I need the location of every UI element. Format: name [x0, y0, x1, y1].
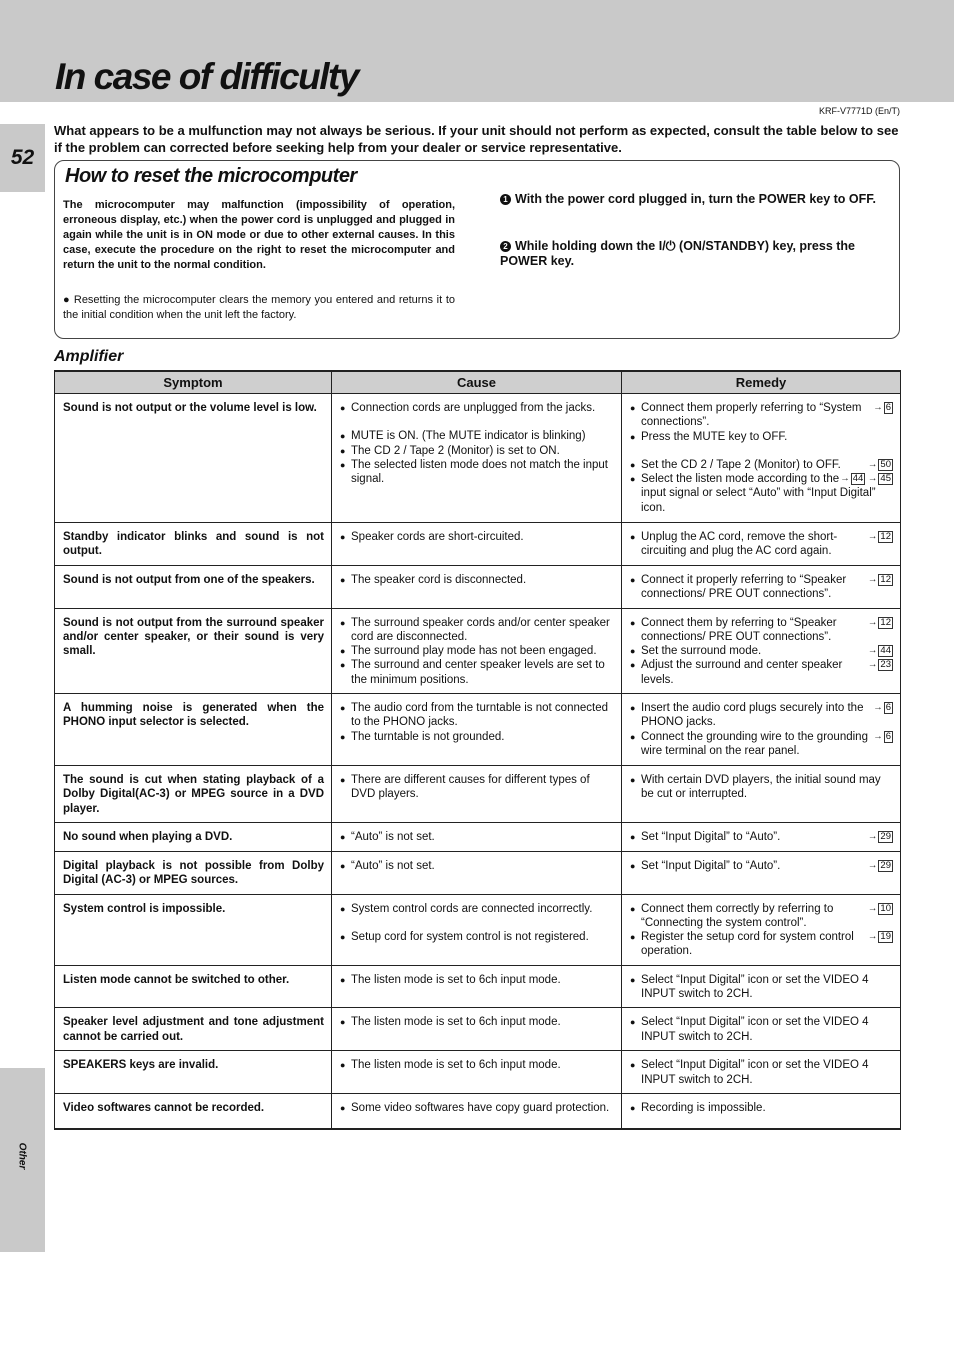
cause-item: [340, 429, 614, 443]
symptom-cell: Digital playback is not possible from Dolby Digital (AC-3) or MPEG sources.: [55, 851, 332, 894]
table-row: [55, 523, 901, 566]
page-reference: ● → 29: [867, 859, 891, 871]
table-row: [55, 1051, 901, 1094]
cause-cell: [332, 1008, 622, 1051]
item-text: Connect them by referring to “Speaker connections/ PRE OUT connections”.: [641, 616, 837, 643]
item-text: Select the listen mode according to the input signal or select “Auto” with “Input Digital” icon.: [641, 473, 876, 514]
cause-item: [340, 1058, 614, 1072]
item-text: The audio cord from the turntable is not connected to the PHONO jacks.: [351, 702, 608, 729]
cause-item: [340, 730, 614, 744]
page-reference: ● → 6: [873, 730, 891, 742]
remedy-item: [630, 616, 893, 645]
remedy-cell: [622, 766, 901, 823]
step-number-icon: 1: [500, 194, 511, 205]
item-text: Select “Input Digital” icon or set the VIDEO 4 INPUT switch to 2CH.: [641, 1059, 869, 1086]
bullet-icon: ●: [63, 294, 71, 306]
page-ref-number: 10: [880, 902, 891, 914]
page-ref-number: 44: [852, 473, 864, 485]
item-text: Press the MUTE key to OFF.: [641, 430, 788, 443]
remedy-cell: [622, 894, 901, 965]
page-reference: ● → 10: [867, 902, 891, 914]
item-text: Set “Input Digital” to “Auto”.: [641, 830, 781, 843]
cause-item: [340, 773, 614, 802]
item-text: Connect the grounding wire to the grounding wire terminal on the rear panel.: [641, 730, 868, 757]
page-reference: ● → 19: [867, 931, 891, 943]
column-header-symptom: Symptom: [55, 371, 332, 394]
cause-item: [340, 1015, 614, 1029]
page-reference: ● → 12: [867, 616, 891, 628]
remedy-item: [630, 472, 893, 515]
symptom-cell: Sound is not output or the volume level is low.: [55, 394, 332, 523]
remedy-item: [630, 930, 893, 959]
remedy-item: [630, 701, 893, 730]
page-reference: ● → 23: [867, 659, 891, 671]
item-text: Connect them correctly by referring to “Connecting the system control”.: [641, 902, 834, 929]
remedy-cell: [622, 523, 901, 566]
cause-cell: [332, 608, 622, 693]
table-row: [55, 394, 901, 523]
cause-cell: [332, 851, 622, 894]
cause-item: [340, 658, 614, 687]
reset-note: [63, 293, 455, 323]
item-text: “Auto” is not set.: [351, 830, 435, 843]
remedy-item: [630, 573, 893, 602]
cause-item: [340, 616, 614, 645]
symptom-cell: Sound is not output from one of the speakers.: [55, 566, 332, 609]
page-reference: ● → 12: [867, 531, 891, 542]
cause-cell: [332, 766, 622, 823]
page-ref-number: 23: [880, 659, 891, 671]
item-text: The surround speaker cords and/or center speaker cord are disconnected.: [351, 616, 610, 643]
page-ref-number: 12: [880, 616, 891, 628]
remedy-cell: [622, 822, 901, 851]
remedy-item: [630, 458, 893, 472]
page-ref-number: 50: [880, 458, 891, 470]
page-ref-number: 12: [880, 531, 891, 542]
item-text: Setup cord for system control is not registered.: [351, 930, 589, 943]
remedy-item: [630, 730, 893, 759]
item-text: There are different causes for different types of DVD players.: [351, 774, 590, 801]
cause-cell: [332, 965, 622, 1008]
page-ref-number: 44: [880, 645, 891, 657]
cause-cell: [332, 822, 622, 851]
reset-description: The microcomputer may malfunction (impossibility of operation, erroneous display, etc.) when the power cord is unplugged and plugged in again while the unit is in ON mode or due to other external causes. In this case, execute the procedure on the right to reset the microcomputer and return the unit to the normal condition.: [63, 199, 455, 271]
page-reference: ● → 44 → 45: [840, 473, 891, 485]
section-title: Amplifier: [54, 348, 124, 365]
side-tab-label: Other: [16, 1142, 28, 1170]
symptom-cell: Video softwares cannot be recorded.: [55, 1093, 332, 1129]
item-text: Register the setup cord for system control operation.: [641, 931, 854, 958]
reset-box: [54, 160, 900, 339]
page-number: 52: [10, 146, 35, 169]
page-reference: ● → 12: [867, 574, 891, 585]
page-title: In case of difficulty: [55, 56, 358, 97]
table-row: [55, 894, 901, 965]
reset-step-text: While holding down the I/⏻ (ON/STANDBY) key, press the POWER key.: [500, 239, 855, 268]
reset-step-1: [500, 192, 892, 207]
item-text: Set “Input Digital” to “Auto”.: [641, 859, 781, 872]
item-text: Speaker cords are short-circuited.: [351, 531, 524, 543]
table-row: [55, 566, 901, 609]
cause-cell: [332, 894, 622, 965]
remedy-cell: [622, 694, 901, 766]
item-text: Recording is impossible.: [641, 1101, 766, 1114]
remedy-item: [630, 644, 893, 658]
page-ref-number: 29: [880, 830, 891, 842]
item-text: Insert the audio cord plugs securely into the PHONO jacks.: [641, 702, 864, 729]
cause-cell: [332, 566, 622, 609]
cause-item: [340, 930, 614, 944]
remedy-cell: [622, 965, 901, 1008]
cause-item: [340, 859, 614, 873]
remedy-cell: [622, 1093, 901, 1129]
remedy-item: [630, 859, 893, 873]
remedy-item: [630, 830, 893, 844]
item-text: Select “Input Digital” icon or set the VIDEO 4 INPUT switch to 2CH.: [641, 973, 869, 1001]
reset-title: How to reset the microcomputer: [65, 165, 357, 187]
table-row: [55, 1008, 901, 1051]
cause-item: [340, 573, 614, 587]
symptom-cell: SPEAKERS keys are invalid.: [55, 1051, 332, 1094]
cause-item: [340, 458, 614, 487]
page-reference: ● → 29: [867, 830, 891, 842]
reset-note-text: Resetting the microcomputer clears the memory you entered and returns it to the initial condition when the unit left the factory.: [63, 294, 455, 321]
table-row: [55, 608, 901, 693]
table-row: [55, 766, 901, 823]
column-header-cause: Cause: [332, 371, 622, 394]
item-text: The surround and center speaker levels are set to the minimum positions.: [351, 659, 605, 686]
reset-step-text: With the power cord plugged in, turn the POWER key to OFF.: [515, 192, 876, 206]
table-row: [55, 965, 901, 1008]
page-ref-number: 29: [880, 859, 891, 871]
remedy-item: [630, 902, 893, 931]
item-text: The selected listen mode does not match the input signal.: [351, 458, 608, 486]
item-text: With certain DVD players, the initial sound may be cut or interrupted.: [641, 774, 881, 801]
reset-step-2: [500, 239, 892, 269]
cause-cell: [332, 1093, 622, 1129]
cause-item: [340, 902, 614, 916]
page-ref-number: 45: [880, 473, 891, 485]
page-ref-number: 12: [880, 574, 891, 585]
page-ref-number: 6: [885, 702, 891, 714]
item-text: Unplug the AC cord, remove the short-circuiting and plug the AC cord again.: [641, 531, 838, 558]
table-row: [55, 851, 901, 894]
cause-cell: [332, 694, 622, 766]
symptom-cell: No sound when playing a DVD.: [55, 822, 332, 851]
symptom-cell: A humming noise is generated when the PHONO input selector is selected.: [55, 694, 332, 766]
column-header-remedy: Remedy: [622, 371, 901, 394]
item-text: System control cords are connected incorrectly.: [351, 902, 593, 915]
remedy-cell: [622, 394, 901, 523]
intro-text: What appears to be a mulfunction may not always be serious. If your unit should not perform as expected, consult the table below to see if the problem can corrected before seeking help from your dealer or service representative.: [54, 123, 899, 155]
cause-cell: [332, 523, 622, 566]
item-text: MUTE is ON. (The MUTE indicator is blinking): [351, 430, 586, 443]
page-reference: ● → 44: [867, 645, 891, 657]
item-text: Connect them properly referring to “System connections”.: [641, 402, 862, 429]
item-text: The surround play mode has not been engaged.: [351, 645, 597, 658]
page-reference: ● → 6: [873, 402, 891, 413]
symptom-cell: Listen mode cannot be switched to other.: [55, 965, 332, 1008]
remedy-item: [630, 773, 893, 802]
step-number-icon: 2: [500, 241, 511, 252]
page-ref-number: 6: [885, 730, 891, 742]
item-text: Some video softwares have copy guard protection.: [351, 1101, 610, 1114]
remedy-cell: [622, 608, 901, 693]
remedy-cell: [622, 1051, 901, 1094]
model-number: KRF-V7771D (En/T): [818, 106, 900, 116]
cause-item: [340, 401, 614, 415]
symptom-cell: Sound is not output from the surround speaker and/or center speaker, or their sound is very small.: [55, 608, 332, 693]
remedy-item: [630, 973, 893, 1002]
item-text: Select “Input Digital” icon or set the VIDEO 4 INPUT switch to 2CH.: [641, 1016, 869, 1043]
page-ref-number: 6: [885, 402, 891, 413]
page-reference: ● → 50: [867, 458, 891, 470]
table-row: [55, 822, 901, 851]
table-row: [55, 694, 901, 766]
remedy-item: [630, 530, 893, 559]
cause-cell: [332, 394, 622, 523]
remedy-item: [630, 1015, 893, 1044]
remedy-cell: [622, 1008, 901, 1051]
cause-item: [340, 644, 614, 658]
cause-cell: [332, 1051, 622, 1094]
item-text: The listen mode is set to 6ch input mode.: [351, 1059, 561, 1072]
remedy-item: [630, 1058, 893, 1087]
item-text: The turntable is not grounded.: [351, 730, 505, 743]
table-header-row: [55, 371, 901, 394]
item-text: “Auto” is not set.: [351, 859, 435, 872]
symptom-cell: Standby indicator blinks and sound is not output.: [55, 523, 332, 566]
cause-item: [340, 1101, 614, 1115]
symptom-cell: The sound is cut when stating playback of a Dolby Digital(AC-3) or MPEG source in a DVD player.: [55, 766, 332, 823]
symptom-cell: Speaker level adjustment and tone adjustment cannot be carried out.: [55, 1008, 332, 1051]
item-text: Adjust the surround and center speaker levels.: [641, 659, 843, 686]
item-text: Set the CD 2 / Tape 2 (Monitor) to OFF.: [641, 458, 841, 471]
item-text: The listen mode is set to 6ch input mode.: [351, 1016, 561, 1029]
troubleshooting-table: [54, 370, 901, 1130]
cause-item: [340, 973, 614, 987]
remedy-item: [630, 401, 893, 430]
item-text: The speaker cord is disconnected.: [351, 574, 527, 586]
page-reference: ● → 6: [873, 702, 891, 714]
cause-item: [340, 530, 614, 544]
item-text: The listen mode is set to 6ch input mode.: [351, 973, 561, 986]
cause-item: [340, 701, 614, 730]
remedy-item: [630, 430, 893, 444]
remedy-item: [630, 1101, 893, 1115]
table-row: [55, 1093, 901, 1129]
remedy-item: [630, 658, 893, 687]
remedy-cell: [622, 851, 901, 894]
item-text: Connect it properly referring to “Speaker connections/ PRE OUT connections”.: [641, 574, 847, 601]
cause-item: [340, 444, 614, 458]
item-text: The CD 2 / Tape 2 (Monitor) is set to ON.: [351, 444, 560, 457]
page-ref-number: 19: [880, 931, 891, 943]
remedy-cell: [622, 566, 901, 609]
symptom-cell: System control is impossible.: [55, 894, 332, 965]
item-text: Set the surround mode.: [641, 645, 762, 658]
cause-item: [340, 830, 614, 844]
item-text: Connection cords are unplugged from the jacks.: [351, 402, 596, 414]
